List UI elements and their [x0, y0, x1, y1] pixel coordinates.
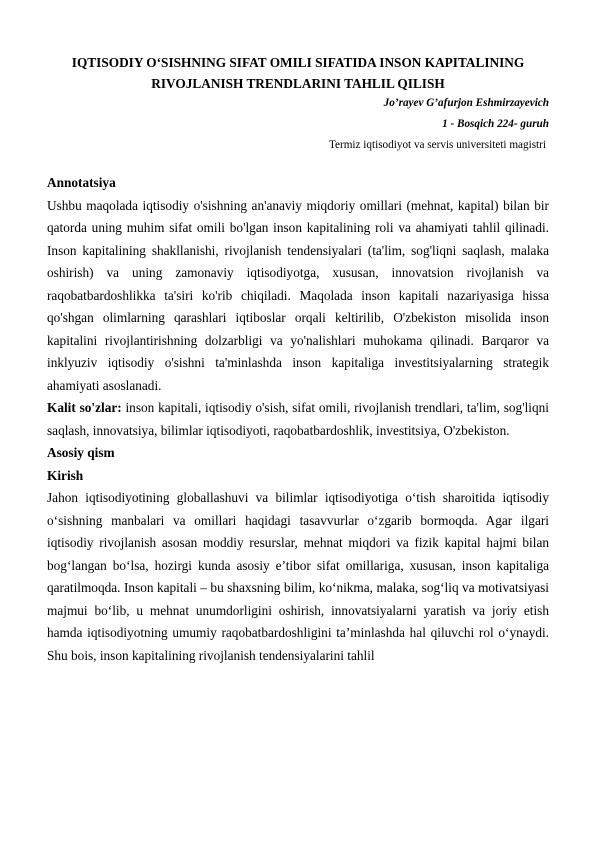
keywords-label: Kalit so'zlar:	[47, 400, 122, 415]
title-line-2: RIVOJLANISH TRENDLARINI TAHLIL QILISH	[151, 76, 445, 91]
annotation-text: Ushbu maqolada iqtisodiy o'sishning an'anaviy miqdoriy omillari (mehnat, kapital) bilan bir qatorda uning muhim sifat omili bo'lgan inson kapitalining roli va ahamiyati tahlil qilinadi. Inson kapitalining shakllanishi, rivojlanish tendensiyalari (ta'lim, sog'liqni saqlash, malaka oshirish) va uning zamonaviy iqtisodiyotga, xususan, innovatsion rivojlanish va raqobatbardoshlikka ta'siri ko'rib chiqiladi. Maqolada inson kapitali nazariyasiga hissa qo'shgan olimlarning qarashlari iqtiboslar orqali keltirilib, O'zbekiston misolida inson kapitalini rivojlantirishning dolzarbligi va yo'nalishlari muhokama qilinadi. Barqaror va inklyuziv iqtisodiy o'sishni ta'minlashda inson kapitaliga investitsiyalarning strategik ahamiyati asoslanadi.	[47, 197, 549, 393]
author-block	[47, 93, 549, 156]
title-line-1: IQTISODIY O‘SISHNING SIFAT OMILI SIFATIDA INSON KAPITALINING	[71, 55, 525, 70]
introduction-text: Jahon iqtisodiyotining globallashuvi va bilimlar iqtisodiyotiga o‘tish sharoitida iqtisodiy o‘sishning manbalari va omillari haqidagi tasavvurlar o‘zgarib bormoqda. Agar ilgari iqtisodiy rivojlanish asosan moddiy resurslar, mehnat miqdori va fizik kapital hajmi bilan bog‘langan bo‘lsa, hozirgi kunda asosiy e’tibor sifat omillariga, xususan, inson kapitaliga qaratilmoqda. Inson kapitali – bu shaxsning bilim, ko‘nikma, malaka, sog‘liq va motivatsiyasi majmui bo‘lib, u mehnat unumdorligini oshirish, innovatsiyalarni yaratish va joriy etish hamda iqtisodiyotning umumiy raqobatbardoshligini ta’minlashda hal qiluvchi rol o‘ynaydi. Shu bois, inson kapitalining rivojlanish tendensiyalarini tahlil	[47, 490, 549, 663]
annotation-heading: Annotatsiya	[47, 175, 116, 190]
author-group: 1 - Bosqich 224- guruh	[442, 118, 549, 130]
article-title	[47, 52, 549, 94]
author-affiliation: Termiz iqtisodiyot va servis universiteti magistri	[328, 139, 546, 151]
author-name: Jo’rayev G’afurjon Eshmirzayevich	[383, 97, 549, 109]
keywords-text: inson kapitali, iqtisodiy o'sish, sifat omili, rivojlanish trendlari, ta'lim, sog'liqni saqlash, innovatsiya, bilimlar iqtisodiyoti, raqobatbardoshlik, investitsiya, O'zbekiston.	[47, 400, 549, 438]
introduction-heading: Kirish	[47, 467, 84, 483]
main-section-heading: Asosiy qism	[47, 445, 115, 460]
keywords-paragraph	[47, 397, 549, 442]
